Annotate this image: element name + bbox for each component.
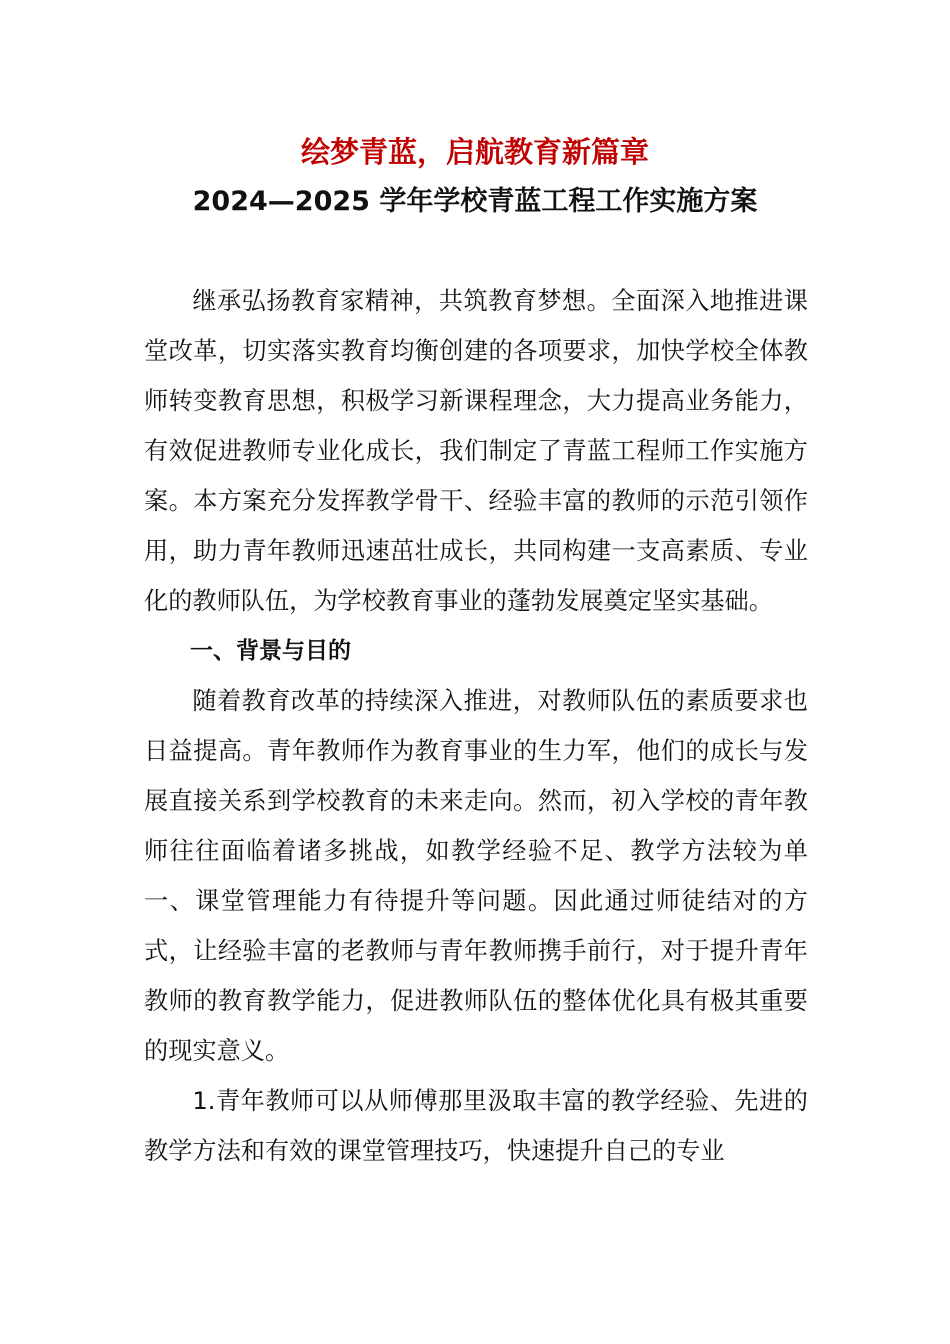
document-body [144, 276, 808, 1176]
document-title: 绘梦青蓝，启航教育新篇章 [300, 135, 649, 169]
document-subtitle: 2024—2025 学年学校青蓝工程工作实施方案 [192, 186, 758, 217]
intro-paragraph: 继承弘扬教育家精神，共筑教育梦想。全面深入地推进课堂改革，切实落实教育均衡创建的各项要求，加快学校全体教师转变教育思想，积极学习新课程理念，大力提高业务能力，有效促进教师专业化成长，我们制定了青蓝工程师工作实施方案。本方案充分发挥教学骨干、经验丰富的教师的示范引领作用，助力青年教师迅速茁壮成长，共同构建一支高素质、专业化的教师队伍，为学校教育事业的蓬勃发展奠定坚实基础。 [144, 287, 808, 615]
numbered-item-1: 1.青年教师可以从师傅那里汲取丰富的教学经验、先进的教学方法和有效的课堂管理技巧，快速提升自己的专业 [144, 1087, 808, 1165]
section-heading-background: 一、背景与目的 [190, 638, 351, 664]
background-paragraph: 随着教育改革的持续深入推进，对教师队伍的素质要求也日益提高。青年教师作为教育事业的生力军，他们的成长与发展直接关系到学校教育的未来走向。然而，初入学校的青年教师往往面临着诸多挑战，如教学经验不足、教学方法较为单一、课堂管理能力有待提升等问题。因此通过师徒结对的方式，让经验丰富的老教师与青年教师携手前行，对于提升青年教师的教育教学能力，促进教师队伍的整体优化具有极其重要的现实意义。 [144, 687, 808, 1065]
